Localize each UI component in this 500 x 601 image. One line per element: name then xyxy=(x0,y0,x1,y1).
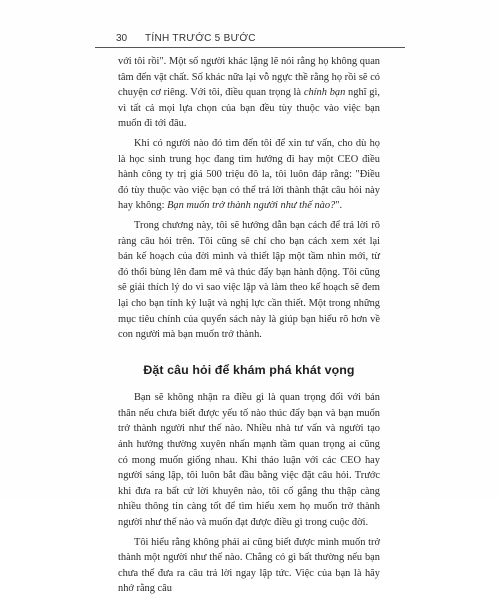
header-rule xyxy=(95,47,405,48)
paragraph: Khi có người nào đó tìm đến tôi để xin tư vấn, cho dù họ là học sinh trung học đang tìm hướng đi hay một CEO điều hành công ty trị giá 500 triệu đô la, tôi luôn đáp rằng: "Điều đó tùy thuộc vào việc bạn có thể trả lời thành thật câu hỏi này hay không: Bạn muốn trở thành người như thế nào?". xyxy=(118,137,380,212)
paragraph: với tôi rồi". Một số người khác lặng lẽ nói rằng họ không quan tâm đến vật chất. Số khác nữa lại vỗ ngực thề rằng họ rồi sẽ có chuyện cơ riêng. Với tôi, điều quan trọng là chính bạn nghĩ gì, vì tất cả mọi lựa chọn của bạn đều tùy thuộc vào việc bạn muốn đi tới đâu. xyxy=(118,56,380,130)
paragraph: Tôi hiểu rằng không phải ai cũng biết được mình muốn trở thành một người như thế nào. Chẳng có gì bất thường nếu bạn chưa thể đưa ra câu trả lời ngay lập tức. Việc của bạn là hãy nhớ rằng câu xyxy=(118,536,380,595)
body-text xyxy=(118,54,380,601)
page-number: 30 xyxy=(116,33,128,44)
emphasis: Bạn muốn trở thành người như thế nào? xyxy=(167,200,336,212)
section-heading: Đặt câu hỏi để khám phá khát vọng xyxy=(143,362,355,377)
running-title: TÍNH TRƯỚC 5 BƯỚC xyxy=(145,33,256,44)
paragraph: Trong chương này, tôi sẽ hướng dẫn bạn cách để trả lời rõ ràng câu hỏi trên. Tôi cũng sẽ chỉ cho bạn cách xem xét lại bản kế hoạch của đời mình và thiết lập một tầm nhìn mới, từ đó thổi bùng lên đam mê và thúc đẩy bạn hành động. Tôi cũng sẽ giải thích lý do vì sao việc lập và làm theo kế hoạch sẽ đem lại cho bạn tính kỷ luật và nghị lực cần thiết. Một trong những mục tiêu chính của quyển sách này là giúp bạn hiểu rõ hơn về con người mà bạn muốn trở thành. xyxy=(118,219,380,341)
paragraph: Bạn sẽ không nhận ra điều gì là quan trọng đối với bản thân nếu chưa biết được yếu tố nào thúc đẩy bạn và bạn muốn trở thành người như thế nào. Nhiều nhà tư vấn và người tạo ảnh hưởng thường xuyên nhấn mạnh tầm quan trọng ai cũng có mong muốn giống nhau. Khi thảo luận với các CEO hay người sáng lập, tôi luôn bắt đầu bằng việc đặt câu hỏi. Trước khi đưa ra bất cứ lời khuyên nào, tôi cố gắng thu thập càng nhiều thông tin càng tốt để tìm hiểu xem họ muốn trở thành người như thế nào và muốn đạt được điều gì trong cuộc đời. xyxy=(118,392,380,529)
emphasis: chính bạn xyxy=(303,87,346,99)
